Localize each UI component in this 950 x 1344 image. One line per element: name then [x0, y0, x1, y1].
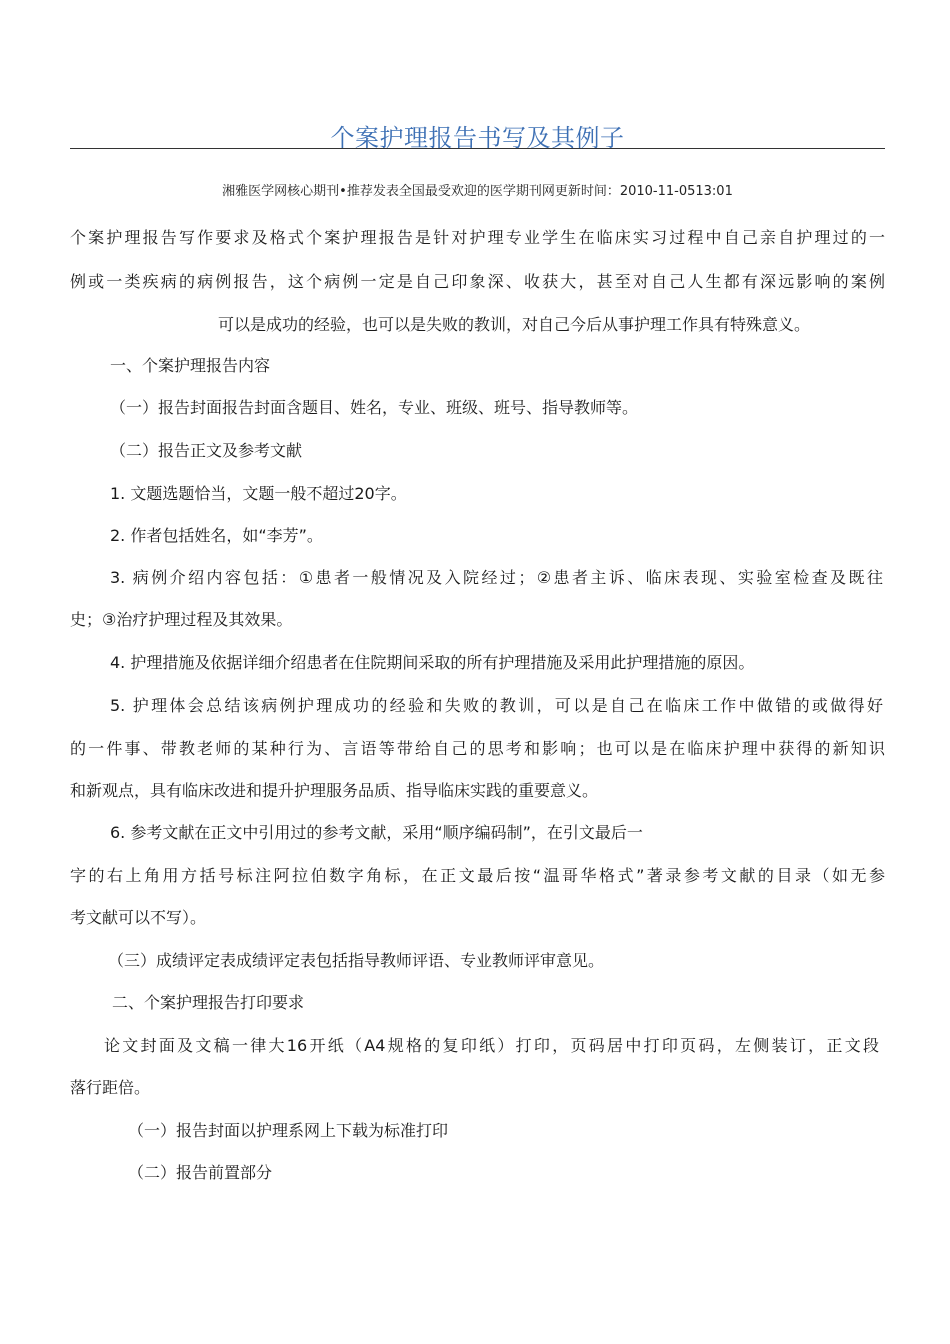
list-item: 3. 病例介绍内容包括：①患者一般情况及入院经过；②患者主诉、临床表现、实验室检查及既往: [110, 568, 883, 587]
section-heading: 一、个案护理报告内容: [110, 356, 271, 375]
list-item: 2. 作者包括姓名，如“李芳”。: [110, 526, 323, 545]
list-item-continued: 史；③治疗护理过程及其效果。: [70, 610, 293, 629]
paragraph-line: 例或一类疾病的病例报告，这个病例一定是自己印象深、收获大，甚至对自己人生都有深远影响的案例: [70, 272, 885, 291]
paragraph-line: 可以是成功的经验，也可以是失败的教训，对自己今后从事护理工作具有特殊意义。: [218, 315, 811, 334]
list-item: 4. 护理措施及依据详细介绍患者在住院期间采取的所有护理措施及采用此护理措施的原因。: [110, 653, 755, 672]
source-meta: 湘雅医学网核心期刊•推荐发表全国最受欢迎的医学期刊网更新时间：2010-11-0513:01: [222, 184, 733, 199]
list-item: 6. 参考文献在正文中引用过的参考文献，采用“顺序编码制”，在引文最后一: [110, 823, 643, 842]
paragraph-line: （一）报告封面报告封面含题目、姓名，专业、班级、班号、指导教师等。: [110, 398, 639, 417]
list-item: 5. 护理体会总结该病例护理成功的经验和失败的教训，可以是自己在临床工作中做错的或做得好: [110, 696, 883, 715]
section-heading: 二、个案护理报告打印要求: [112, 993, 305, 1012]
list-item-continued: 考文献可以不写）。: [70, 908, 207, 927]
paragraph-line: 落行距倍。: [70, 1078, 151, 1097]
subsection-heading: （二）报告正文及参考文献: [110, 441, 303, 460]
paragraph-line: 论文封面及文稿一律大16开纸（A4规格的复印纸）打印，页码居中打印页码，左侧装订，正文段: [104, 1036, 879, 1055]
list-item-continued: 和新观点，具有临床改进和提升护理服务品质、指导临床实践的重要意义。: [70, 781, 599, 800]
subsection-heading: （一）报告封面以护理系网上下载为标准打印: [128, 1121, 449, 1140]
page-title: 个案护理报告书写及其例子: [330, 124, 625, 152]
subsection-heading: （二）报告前置部分: [128, 1163, 273, 1182]
list-item-continued: 字的右上角用方括号标注阿拉伯数字角标，在正文最后按“温哥华格式”著录参考文献的目录（如无参: [70, 866, 885, 885]
list-item-continued: 的一件事、带教老师的某种行为、言语等带给自己的思考和影响；也可以是在临床护理中获得的新知识: [70, 739, 885, 758]
paragraph-line: 个案护理报告写作要求及格式个案护理报告是针对护理专业学生在临床实习过程中自己亲自护理过的一: [70, 228, 885, 247]
list-item: 1. 文题选题恰当，文题一般不超过20字。: [110, 484, 407, 503]
subsection-heading: （三）成绩评定表成绩评定表包括指导教师评语、专业教师评审意见。: [108, 951, 605, 970]
title-divider: [70, 148, 885, 149]
